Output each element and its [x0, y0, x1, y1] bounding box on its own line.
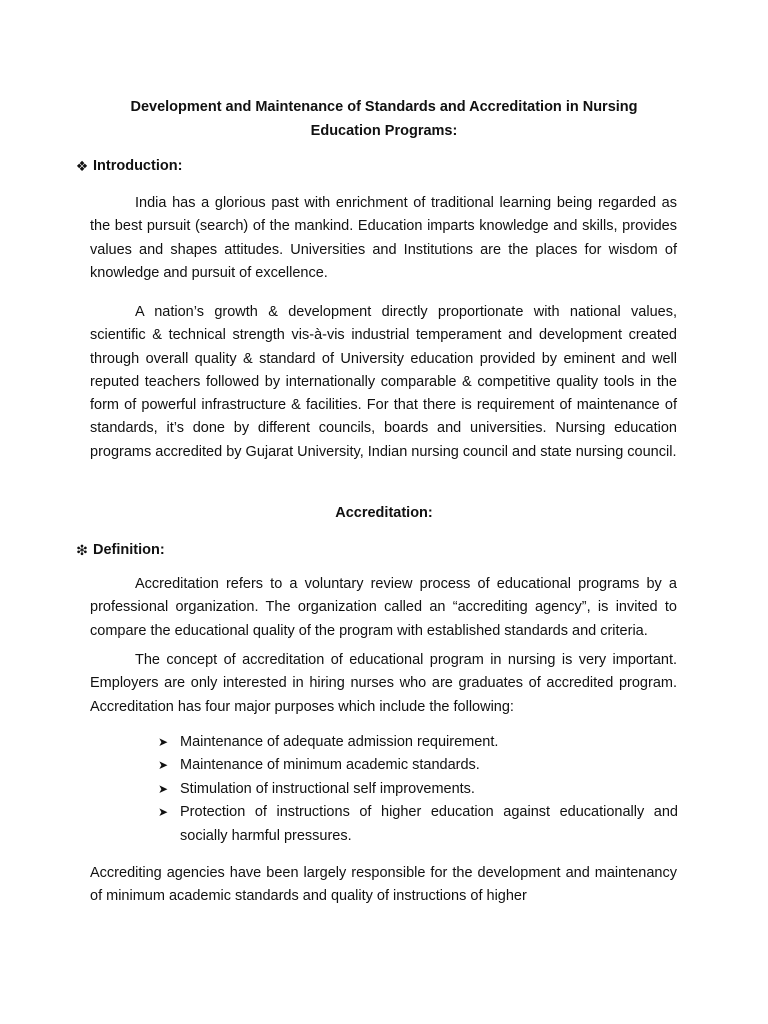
- introduction-heading-text: Introduction:: [93, 158, 183, 174]
- list-item: [158, 778, 678, 801]
- diamond-bullet-icon: ❖: [75, 158, 89, 174]
- accreditation-heading: Accreditation:: [335, 505, 433, 521]
- list-item-text: Protection of instructions of higher education against educationally and socially harmful pressures.: [180, 804, 678, 844]
- arrow-bullet-icon: ➤: [158, 735, 169, 749]
- list-item-text: Maintenance of minimum academic standards.: [180, 757, 480, 774]
- introduction-paragraph-2: A nation’s growth & development directly proportionate with national values, scientific & technical strength vis-à-vis industrial temperament and development created through overall quality & standard of University education provided by eminent and well reputed teachers followed by internationally comparable & competitive quality tools in the form of powerful infrastructure & facilities. For that there is requirement of maintenance of standards, it’s done by different councils, boards and universities. Nursing education programs accredited by Gujarat University, Indian nursing council and state nursing council.: [90, 304, 677, 460]
- definition-paragraph-1: Accreditation refers to a voluntary review process of educational programs by a professional organization. The organization called an “accrediting agency”, is invited to compare the educational quality of the program with established standards and criteria.: [90, 576, 677, 639]
- list-item-text: Maintenance of adequate admission requirement.: [180, 734, 499, 750]
- page-title: [90, 95, 678, 143]
- introduction-paragraph-1: India has a glorious past with enrichment of traditional learning being regarded as the best pursuit (search) of the mankind. Education imparts knowledge and skills, provides values and shapes attitudes. Universities and Institutions are the places for wisdom of knowledge and pursuit of excellence.: [90, 195, 677, 281]
- title-line-2: Education Programs:: [310, 123, 458, 139]
- diamond-outline-bullet-icon: ❇: [76, 542, 88, 558]
- title-line-1: Development and Maintenance of Standards and Accreditation in Nursing: [130, 99, 638, 115]
- definition-heading-text: Definition:: [93, 542, 165, 558]
- list-item: [158, 754, 678, 777]
- closing-paragraph: Accrediting agencies have been largely responsible for the development and maintenancy of minimum academic standards and quality of instructions of higher: [90, 865, 677, 905]
- arrow-bullet-icon: ➤: [158, 781, 169, 796]
- definition-paragraph-2: The concept of accreditation of educational program in nursing is very important. Employers are only interested in hiring nurses who are graduates of accredited program. Accreditation has four major purposes which include the following:: [90, 652, 677, 715]
- list-item: [158, 801, 678, 848]
- definition-heading: [74, 540, 165, 560]
- arrow-bullet-icon: ➤: [158, 805, 169, 820]
- introduction-heading: [74, 156, 182, 176]
- arrow-bullet-icon: ➤: [158, 758, 169, 773]
- purposes-list: [158, 731, 678, 848]
- list-item-text: Stimulation of instructional self improvements.: [180, 780, 475, 797]
- list-item: [158, 731, 678, 754]
